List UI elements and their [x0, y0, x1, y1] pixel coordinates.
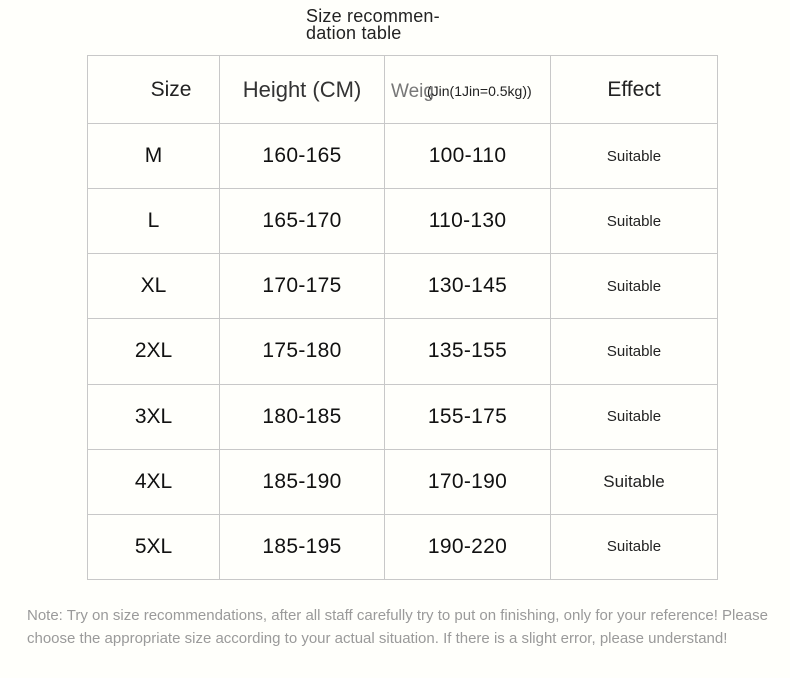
cell-height: 165-170 — [220, 189, 385, 254]
size-table — [87, 55, 718, 580]
cell-height: 180-185 — [220, 384, 385, 449]
cell-effect: Suitable — [551, 254, 718, 319]
cell-effect: Suitable — [551, 449, 718, 514]
table-header-row — [88, 56, 718, 124]
cell-effect: Suitable — [551, 514, 718, 579]
cell-size: 5XL — [88, 514, 220, 579]
header-effect: Effect — [551, 56, 718, 124]
table-row — [88, 319, 718, 384]
cell-weight: 130-145 — [385, 254, 551, 319]
cell-size: XL — [88, 254, 220, 319]
cell-height: 175-180 — [220, 319, 385, 384]
cell-effect: Suitable — [551, 319, 718, 384]
cell-effect: Suitable — [551, 189, 718, 254]
header-height: Height (CM) — [220, 56, 385, 124]
cell-weight: 190-220 — [385, 514, 551, 579]
table-row — [88, 189, 718, 254]
cell-weight: 135-155 — [385, 319, 551, 384]
cell-weight: 155-175 — [385, 384, 551, 449]
cell-weight: 110-130 — [385, 189, 551, 254]
cell-height: 185-190 — [220, 449, 385, 514]
cell-size: M — [88, 124, 220, 189]
cell-size: 4XL — [88, 449, 220, 514]
cell-height: 160-165 — [220, 124, 385, 189]
table-row — [88, 449, 718, 514]
table-row — [88, 514, 718, 579]
header-weight — [385, 56, 551, 124]
cell-effect: Suitable — [551, 384, 718, 449]
header-size: Size — [88, 56, 220, 124]
cell-weight: 100-110 — [385, 124, 551, 189]
table-row — [88, 384, 718, 449]
title-line-1: Size recommen- — [306, 6, 440, 26]
cell-weight: 170-190 — [385, 449, 551, 514]
header-weight-base: Weig — [391, 81, 434, 102]
page-title — [306, 8, 440, 42]
table-row — [88, 124, 718, 189]
cell-height: 170-175 — [220, 254, 385, 319]
cell-effect: Suitable — [551, 124, 718, 189]
reference-note: Note: Try on size recommendations, after all staff carefully try to put on finishing, only for your reference! Please choose the appropriate size according to your actual situation. If there is a slight error, please understand! — [27, 607, 768, 647]
header-weight-unit: (Jin(1Jin=0.5kg)) — [427, 83, 532, 99]
cell-size: L — [88, 189, 220, 254]
cell-size: 3XL — [88, 384, 220, 449]
cell-size: 2XL — [88, 319, 220, 384]
table-row — [88, 254, 718, 319]
cell-height: 185-195 — [220, 514, 385, 579]
title-line-2: dation table — [306, 23, 402, 43]
